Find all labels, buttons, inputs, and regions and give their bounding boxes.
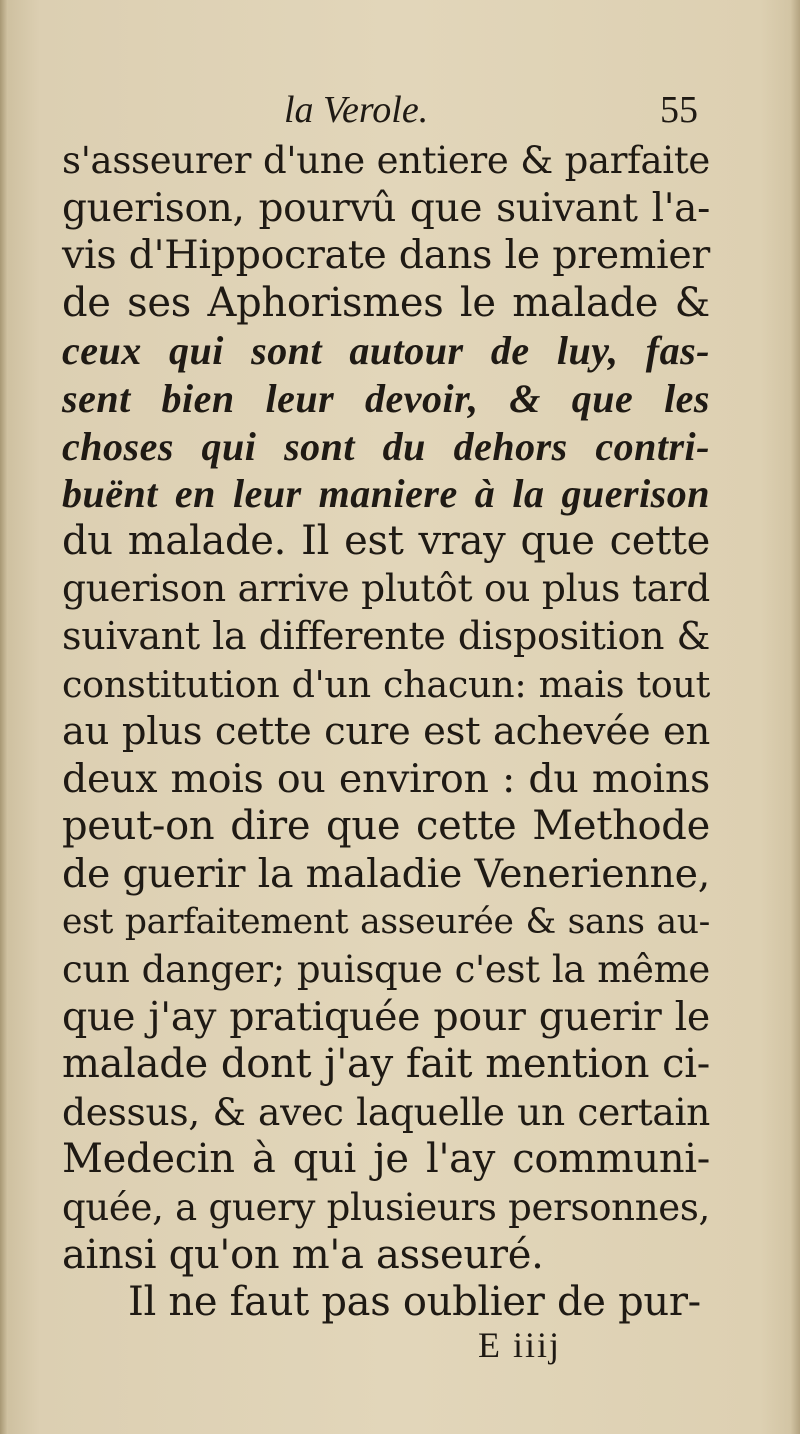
text-line: de ses Aphorismes le malade & — [62, 279, 710, 326]
text-line: deux mois ou environ : du moins — [62, 755, 710, 802]
body-text — [62, 137, 710, 1327]
text-line: dessus, & avec laquelle un certain — [62, 1089, 710, 1134]
text-line: ainsi qu'on m'a asseuré. — [62, 1231, 544, 1278]
page-right-edge — [790, 0, 800, 1434]
text-line: Medecin à qui je l'ay communi- — [62, 1136, 710, 1183]
text-line: malade dont j'ay fait mention ci- — [62, 1041, 710, 1088]
text-line: est parfaitement asseurée & sans au- — [62, 901, 710, 942]
text-line: constitution d'un chacun: mais tout — [62, 662, 710, 706]
page-left-edge — [0, 0, 8, 1434]
text-line-italic: choses qui sont du dehors contri- — [62, 423, 710, 469]
text-line-italic: ceux qui sont autour de luy, fas- — [62, 328, 710, 374]
text-line-italic: sent bien leur devoir, & que les — [62, 375, 710, 421]
text-line: du malade. Il est vray que cette — [62, 517, 710, 564]
page-number: 55 — [660, 89, 698, 131]
text-line: de guerir la maladie Venerienne, — [62, 850, 710, 897]
text-line: au plus cette cure est achevée en — [62, 709, 710, 755]
text-line: que j'ay pratiquée pour guerir le — [62, 993, 710, 1040]
signature-mark: E iiij — [478, 1325, 561, 1365]
text-line: quée, a guery plusieurs personnes, — [62, 1186, 710, 1230]
running-title: la Verole. — [284, 89, 429, 131]
text-line-italic: buënt en leur maniere à la guerison — [62, 471, 710, 517]
text-line: Il ne faut pas oublier de pur- — [128, 1279, 701, 1326]
text-line: peut-on dire que cette Methode — [62, 803, 710, 850]
text-line: vis d'Hippocrate dans le premier — [62, 232, 710, 279]
text-line: s'asseurer d'une entiere & parfaite — [62, 139, 710, 182]
running-head — [58, 88, 698, 138]
text-line: guerison arrive plutôt ou plus tard — [62, 566, 710, 611]
text-line: suivant la differente disposition & — [62, 613, 710, 658]
text-line: cun danger; puisque c'est la même — [62, 948, 710, 992]
text-line: guerison, pourvû que suivant l'a- — [62, 185, 710, 231]
